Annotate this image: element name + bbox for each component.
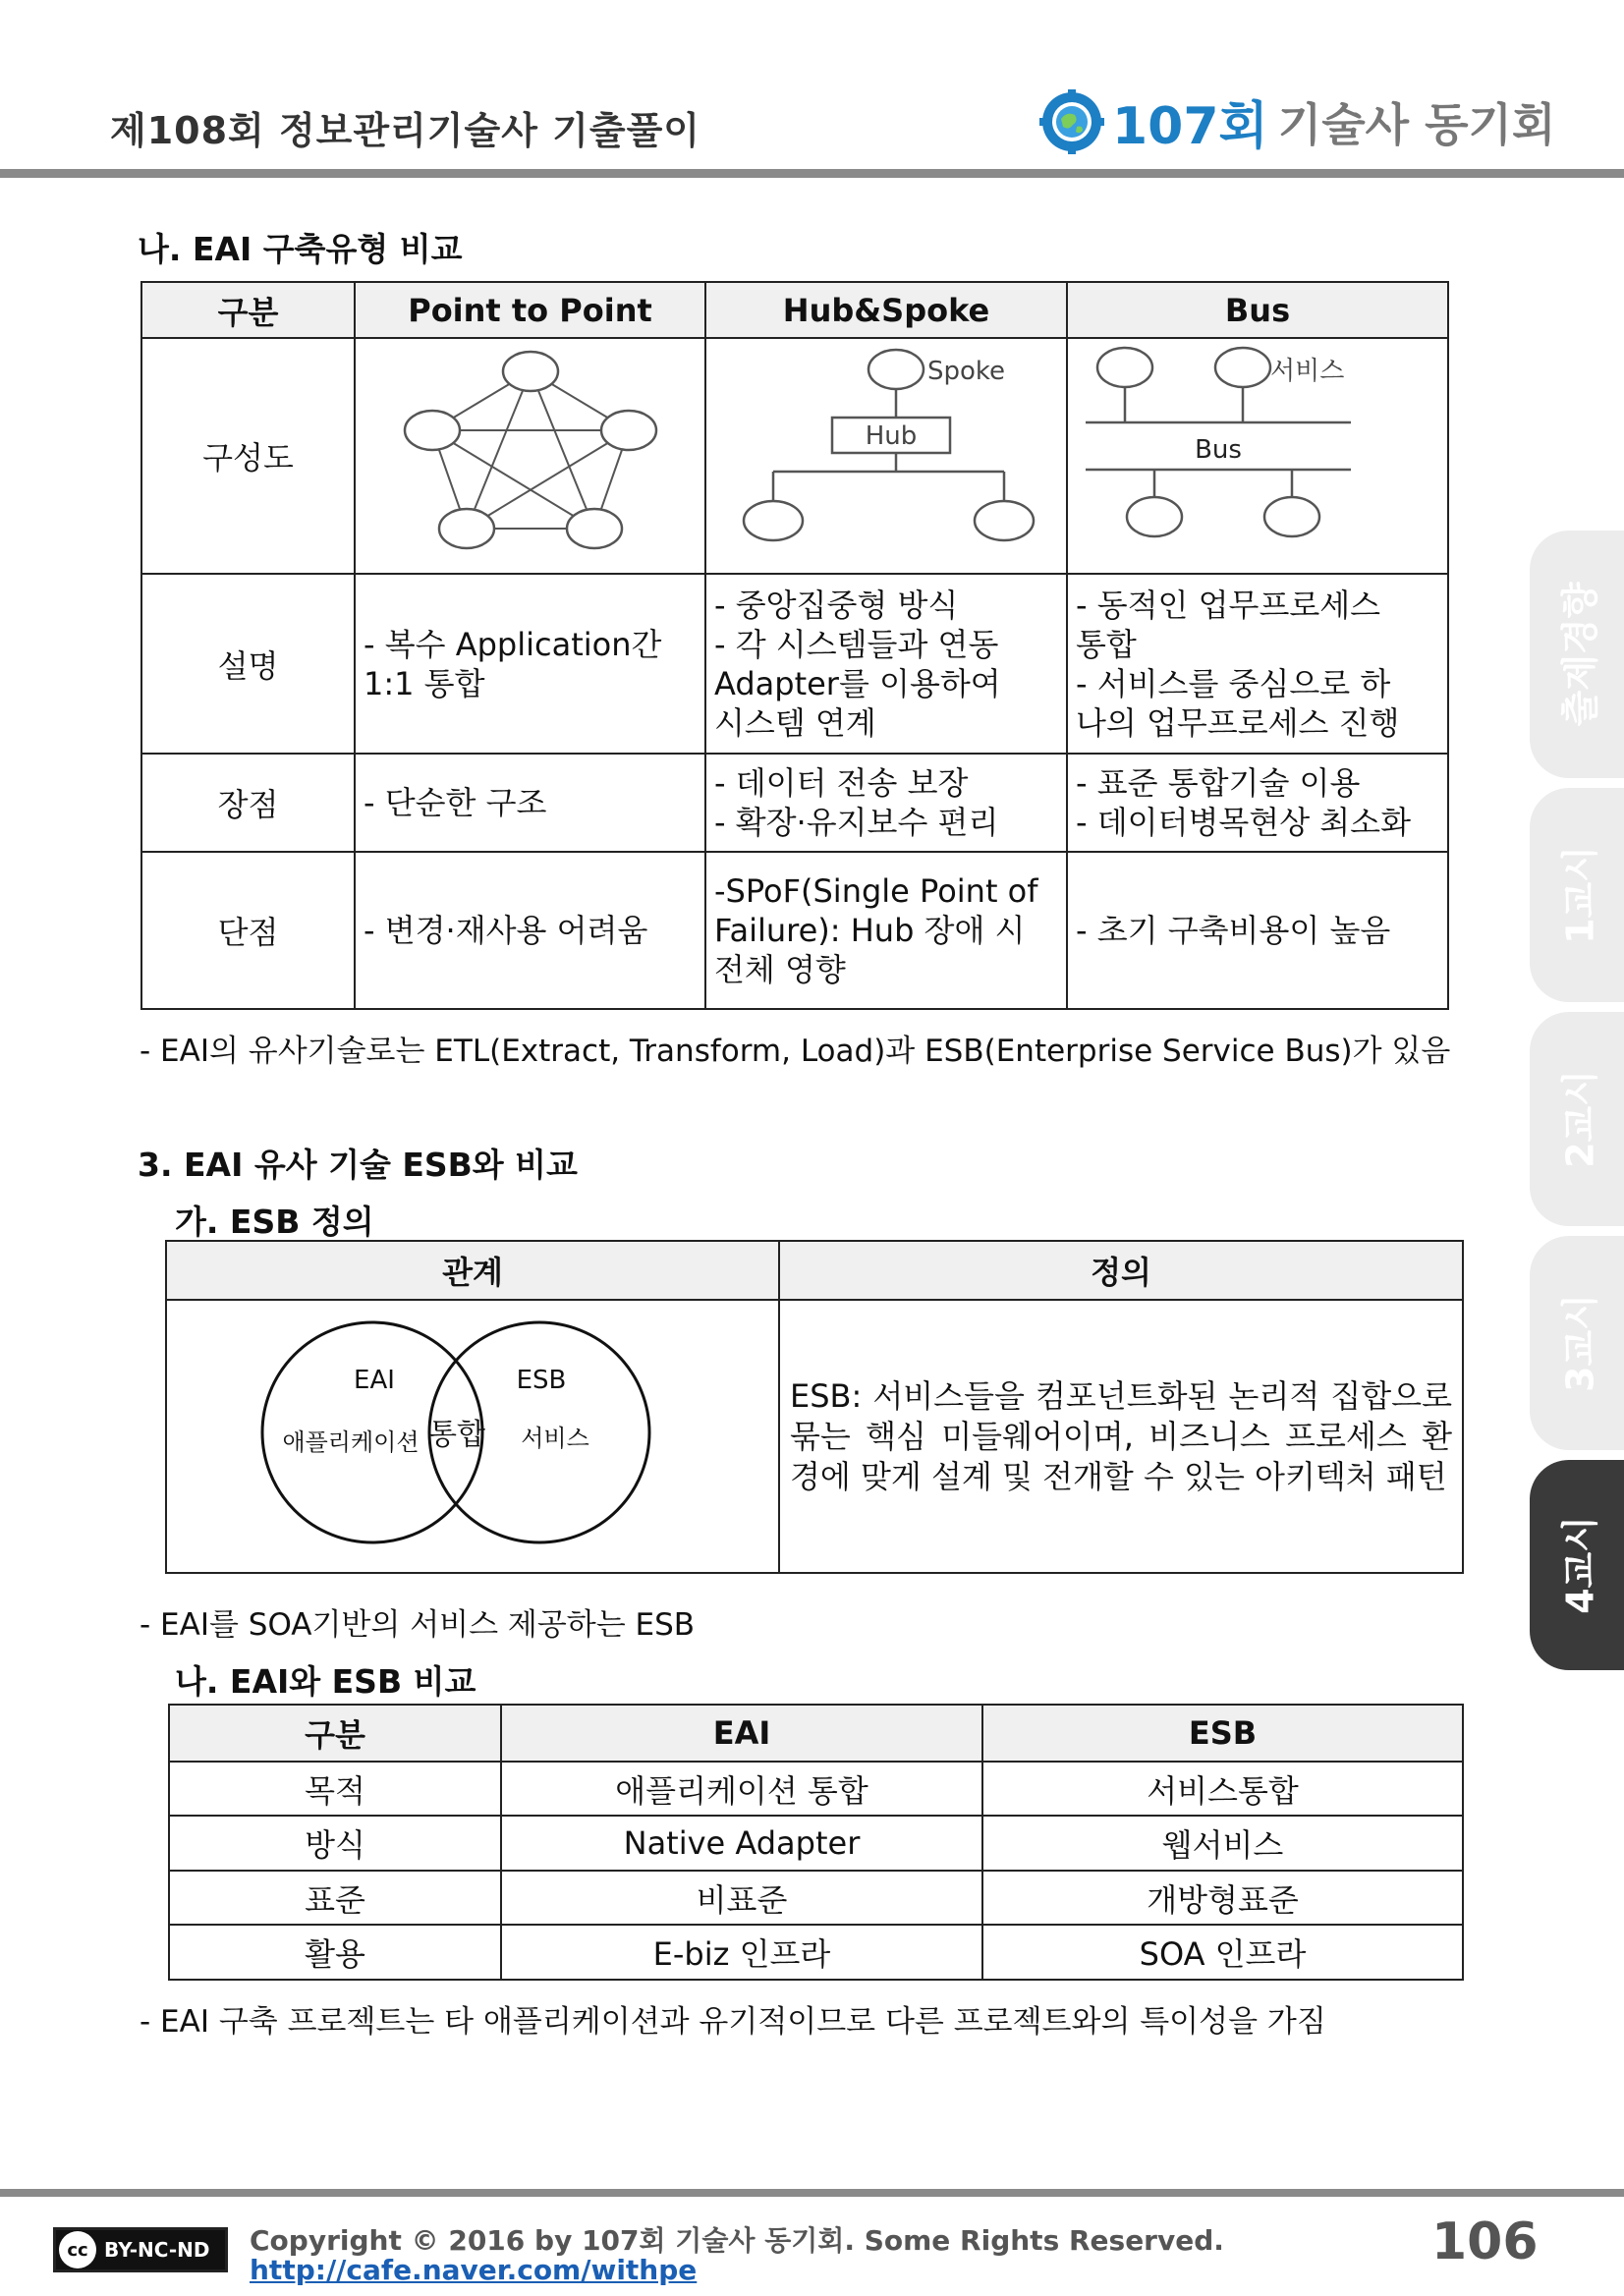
page-number: 106 — [1431, 2212, 1539, 2271]
venn-esb-title: ESB — [516, 1366, 567, 1395]
row-label: 설명 — [141, 574, 355, 754]
compare-row-label: 표준 — [169, 1871, 501, 1925]
copyright-text: Copyright © 2016 by 107회 기술사 동기회. Some Rights Reserved. — [250, 2224, 1224, 2257]
esb-definition-table — [165, 1240, 1464, 1574]
subheading-eai-esb-compare: 나. EAI와 ESB 비교 — [175, 1662, 476, 1701]
side-tab-period-4[interactable]: 4교시 — [1530, 1460, 1624, 1670]
p2p-description: - 복수 Application간 1:1 통합 — [355, 574, 705, 754]
side-tab-trend[interactable]: 출제경향 — [1530, 531, 1624, 778]
venn-diagram — [207, 1305, 738, 1560]
compare-esb-value: 개방형표준 — [982, 1871, 1463, 1925]
hub-spoke-svg — [719, 344, 1053, 560]
row-label: 장점 — [141, 754, 355, 852]
hub-label: Hub — [865, 421, 918, 451]
brand-text: 기술사 동기회 — [1277, 97, 1556, 151]
venn-application-label: 애플리케이션 — [282, 1428, 420, 1456]
header-cell: 정의 — [779, 1241, 1463, 1300]
eai-esb-compare-table — [168, 1704, 1464, 1981]
bus-diagram — [1067, 338, 1448, 574]
service-label: 서비스 — [1270, 357, 1345, 386]
hub-advantage: - 데이터 전송 보장 - 확장·유지보수 편리 — [705, 754, 1067, 852]
bus-description: - 동적인 업무프로세스 통합 - 서비스를 중심으로 하 나의 업무프로세스 진행 — [1067, 574, 1448, 754]
hub-spoke-diagram — [705, 338, 1067, 574]
section-heading-esb-compare: 3. EAI 유사 기술 ESB와 비교 — [138, 1146, 578, 1184]
header-cell: 관계 — [166, 1241, 779, 1300]
compare-row-label: 목적 — [169, 1762, 501, 1816]
compare-row-label: 활용 — [169, 1925, 501, 1980]
eai-esb-venn — [166, 1300, 779, 1573]
p2p-mesh-diagram — [393, 344, 668, 560]
bus-disadvantage: - 초기 구축비용이 높음 — [1067, 852, 1448, 1009]
spoke-label: Spoke — [927, 357, 1006, 386]
esb-definition-text: ESB: 서비스들을 컴포넌트화된 논리적 집합으로 묶는 핵심 미들웨어이며, 비즈니스 프로세스 환경에 맞게 설계 및 전개할 수 있는 아키텍처 패턴 — [779, 1300, 1463, 1573]
compare-eai-value: E-biz 인프라 — [501, 1925, 982, 1980]
bus-svg — [1076, 344, 1439, 560]
venn-eai-title: EAI — [354, 1366, 395, 1395]
section-heading-eai-types: 나. EAI 구축유형 비교 — [138, 230, 463, 268]
hub-disadvantage: -SPoF(Single Point of Failure): Hub 장애 시 전체 영향 — [705, 852, 1067, 1009]
p2p-advantage: - 단순한 구조 — [355, 754, 705, 852]
venn-service-label: 서비스 — [521, 1425, 589, 1452]
eai-project-note: - EAI 구축 프로젝트는 타 애플리케이션과 유기적이므로 다른 프로젝트와의 특이성을 가짐 — [140, 2004, 1326, 2040]
brand-logo — [1039, 84, 1555, 158]
cafe-link[interactable]: http://cafe.naver.com/withpe — [250, 2254, 698, 2286]
subheading-esb-definition: 가. ESB 정의 — [175, 1203, 374, 1241]
cc-license-badge — [53, 2227, 228, 2272]
cc-icon: cc — [59, 2231, 96, 2268]
header-cell: Hub&Spoke — [705, 282, 1067, 338]
hub-description: - 중앙집중형 방식 - 각 시스템들과 연동 Adapter를 이용하여 시스템 연계 — [705, 574, 1067, 754]
compare-eai-value: 비표준 — [501, 1871, 982, 1925]
eai-similar-tech-note: - EAI의 유사기술로는 ETL(Extract, Transform, Load)과 ESB(Enterprise Service Bus)가 있음 — [140, 1034, 1451, 1069]
compare-esb-value: 웹서비스 — [982, 1816, 1463, 1871]
compare-eai-value: Native Adapter — [501, 1816, 982, 1871]
esb-soa-note: - EAI를 SOA기반의 서비스 제공하는 ESB — [140, 1607, 696, 1643]
footer-divider — [0, 2189, 1624, 2197]
row-label: 구성도 — [141, 338, 355, 574]
brand-number: 107회 — [1112, 97, 1268, 156]
side-tab-period-2[interactable]: 2교시 — [1530, 1012, 1624, 1226]
header-divider — [0, 169, 1624, 178]
license-label: BY-NC-ND — [104, 2238, 210, 2262]
bus-label: Bus — [1195, 435, 1242, 465]
header-cell: ESB — [982, 1705, 1463, 1762]
header-cell: 구분 — [141, 282, 355, 338]
bus-advantage: - 표준 통합기술 이용 - 데이터병목현상 최소화 — [1067, 754, 1448, 852]
side-tab-period-1[interactable]: 1교시 — [1530, 788, 1624, 1002]
venn-integration-label: 통합 — [428, 1418, 485, 1452]
gear-globe-icon — [1039, 89, 1104, 154]
compare-esb-value: SOA 인프라 — [982, 1925, 1463, 1980]
header-cell: Bus — [1067, 282, 1448, 338]
header-cell: 구분 — [169, 1705, 501, 1762]
header-cell: Point to Point — [355, 282, 705, 338]
p2p-disadvantage: - 변경·재사용 어려움 — [355, 852, 705, 1009]
compare-eai-value: 애플리케이션 통합 — [501, 1762, 982, 1816]
eai-types-table — [140, 281, 1449, 1010]
compare-row-label: 방식 — [169, 1816, 501, 1871]
p2p-diagram — [355, 338, 705, 574]
document-header-title: 제108회 정보관리기술사 기출풀이 — [110, 109, 700, 152]
side-tab-period-3[interactable]: 3교시 — [1530, 1236, 1624, 1450]
compare-esb-value: 서비스통합 — [982, 1762, 1463, 1816]
row-label: 단점 — [141, 852, 355, 1009]
header-cell: EAI — [501, 1705, 982, 1762]
